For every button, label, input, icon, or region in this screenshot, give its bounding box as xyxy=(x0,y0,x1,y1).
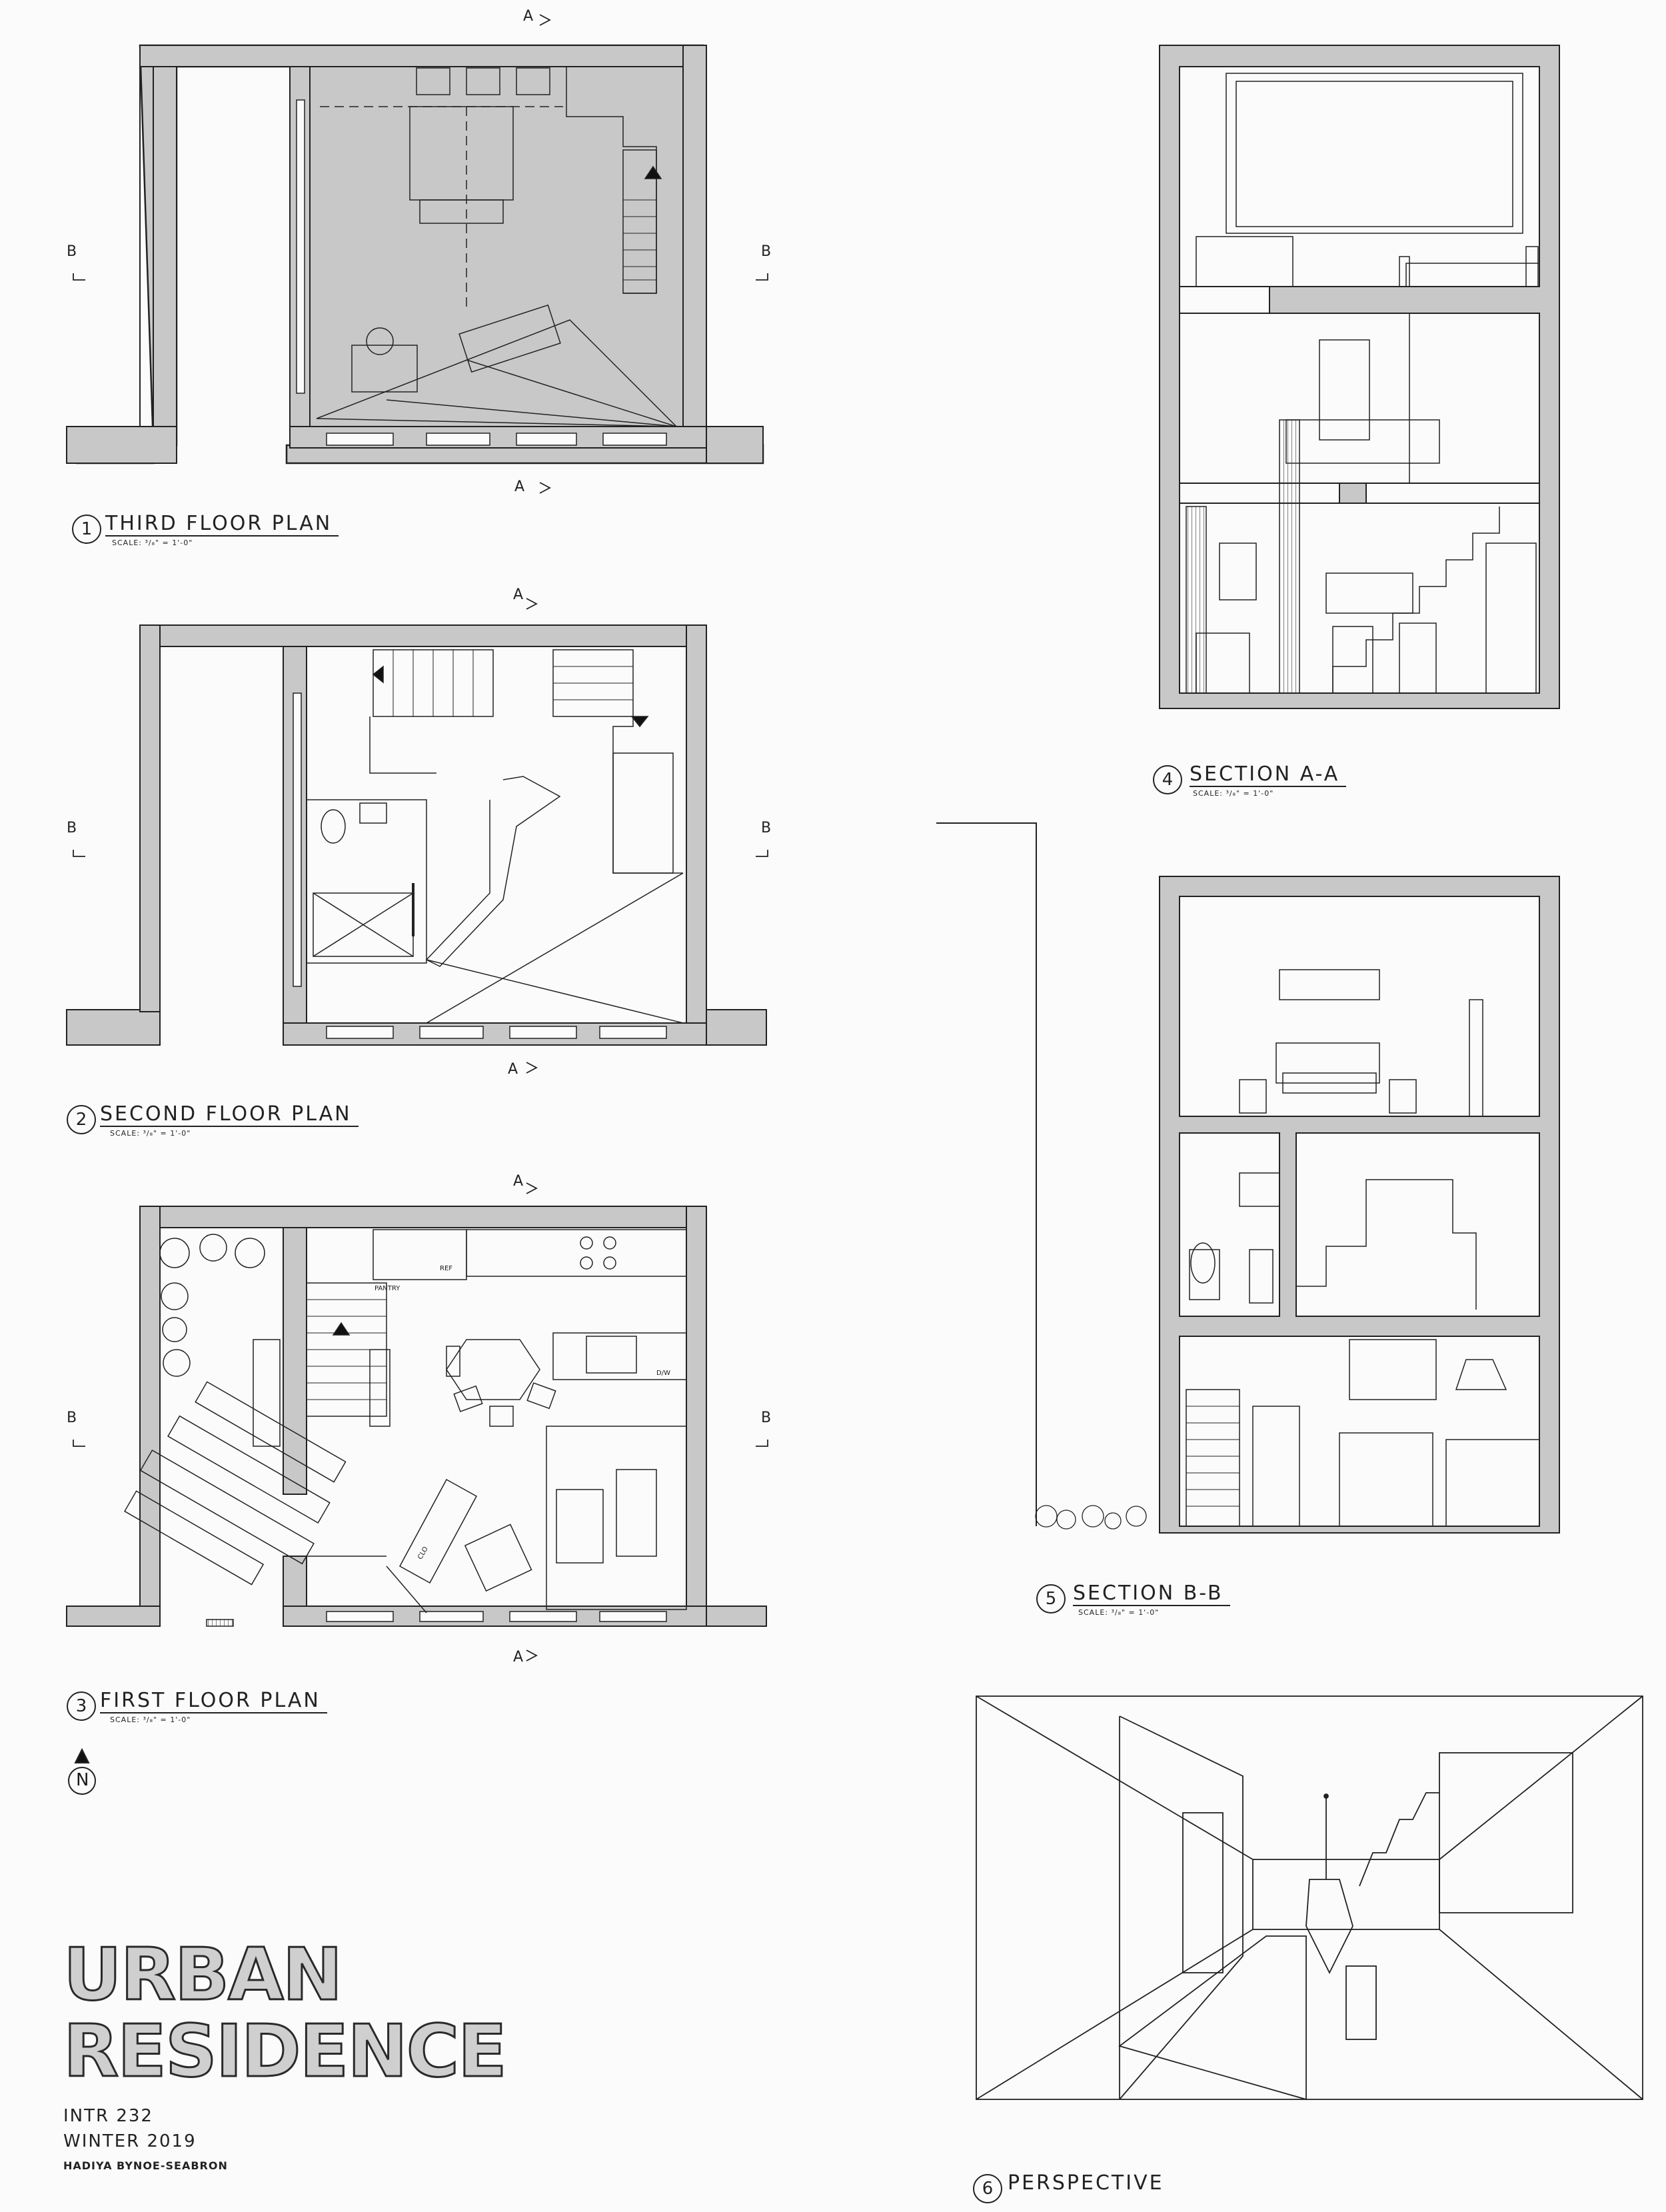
drawing-title: SECOND FLOOR PLAN xyxy=(100,1102,359,1127)
section-b-marker: B xyxy=(761,820,772,836)
section-a-marker: A xyxy=(513,1649,524,1665)
drawing-scale: SCALE: ³/₈" = 1'-0" xyxy=(110,1715,191,1724)
section-b-marker: B xyxy=(67,820,77,836)
pantry-label: PANTRY xyxy=(375,1285,401,1292)
drawing-title: FIRST FLOOR PLAN xyxy=(100,1689,327,1713)
course-code: INTR 232 xyxy=(63,2106,153,2126)
second-floor-plan xyxy=(67,625,766,1045)
section-b-marker: B xyxy=(67,1410,77,1426)
closet-label: CLO xyxy=(416,1546,430,1561)
drawing-scale: SCALE: ³/₈" = 1'-0" xyxy=(110,1129,191,1138)
project-title-line1: URBAN xyxy=(63,1933,342,2017)
term: WINTER 2019 xyxy=(63,2131,197,2151)
drawing-number: 2 xyxy=(67,1105,96,1134)
drawing-scale: SCALE: ³/₈" = 1'-0" xyxy=(1193,789,1274,798)
perspective xyxy=(976,1696,1643,2099)
drawing-number: 6 xyxy=(973,2174,1002,2203)
section-a-marker: A xyxy=(514,479,525,495)
drawing-title: PERSPECTIVE xyxy=(1008,2171,1164,2195)
section-a-marker: A xyxy=(508,1061,518,1078)
section-a-marker: A xyxy=(523,8,534,25)
third-floor-plan xyxy=(67,45,763,463)
section-b-marker: B xyxy=(761,1410,772,1426)
drawing-number: 1 xyxy=(72,515,101,544)
dishwasher-label: D/W xyxy=(656,1370,670,1377)
ref-label: REF xyxy=(440,1265,453,1272)
drawing-scale: SCALE: ³/₈" = 1'-0" xyxy=(112,539,193,547)
section-b-marker: B xyxy=(761,243,772,260)
drawing-title: SECTION A-A xyxy=(1190,762,1346,787)
drawing-title: THIRD FLOOR PLAN xyxy=(105,512,339,537)
first-floor-plan xyxy=(67,1206,766,1626)
drawing-number: 3 xyxy=(67,1691,96,1721)
drawing-title: SECTION B-B xyxy=(1073,1582,1230,1606)
north-label: N xyxy=(76,1770,89,1790)
author-name: HADIYA BYNOE-SEABRON xyxy=(63,2159,228,2172)
section-a-marker: A xyxy=(513,586,524,603)
drawing-number: 5 xyxy=(1036,1584,1066,1614)
section-bb xyxy=(936,823,1559,1533)
section-aa xyxy=(1160,45,1559,708)
drawing-number: 4 xyxy=(1153,765,1182,794)
project-title-line2: RESIDENCE xyxy=(63,2010,506,2093)
section-b-marker: B xyxy=(67,243,77,260)
drawing-scale: SCALE: ³/₈" = 1'-0" xyxy=(1078,1608,1160,1617)
section-a-marker: A xyxy=(513,1173,524,1190)
